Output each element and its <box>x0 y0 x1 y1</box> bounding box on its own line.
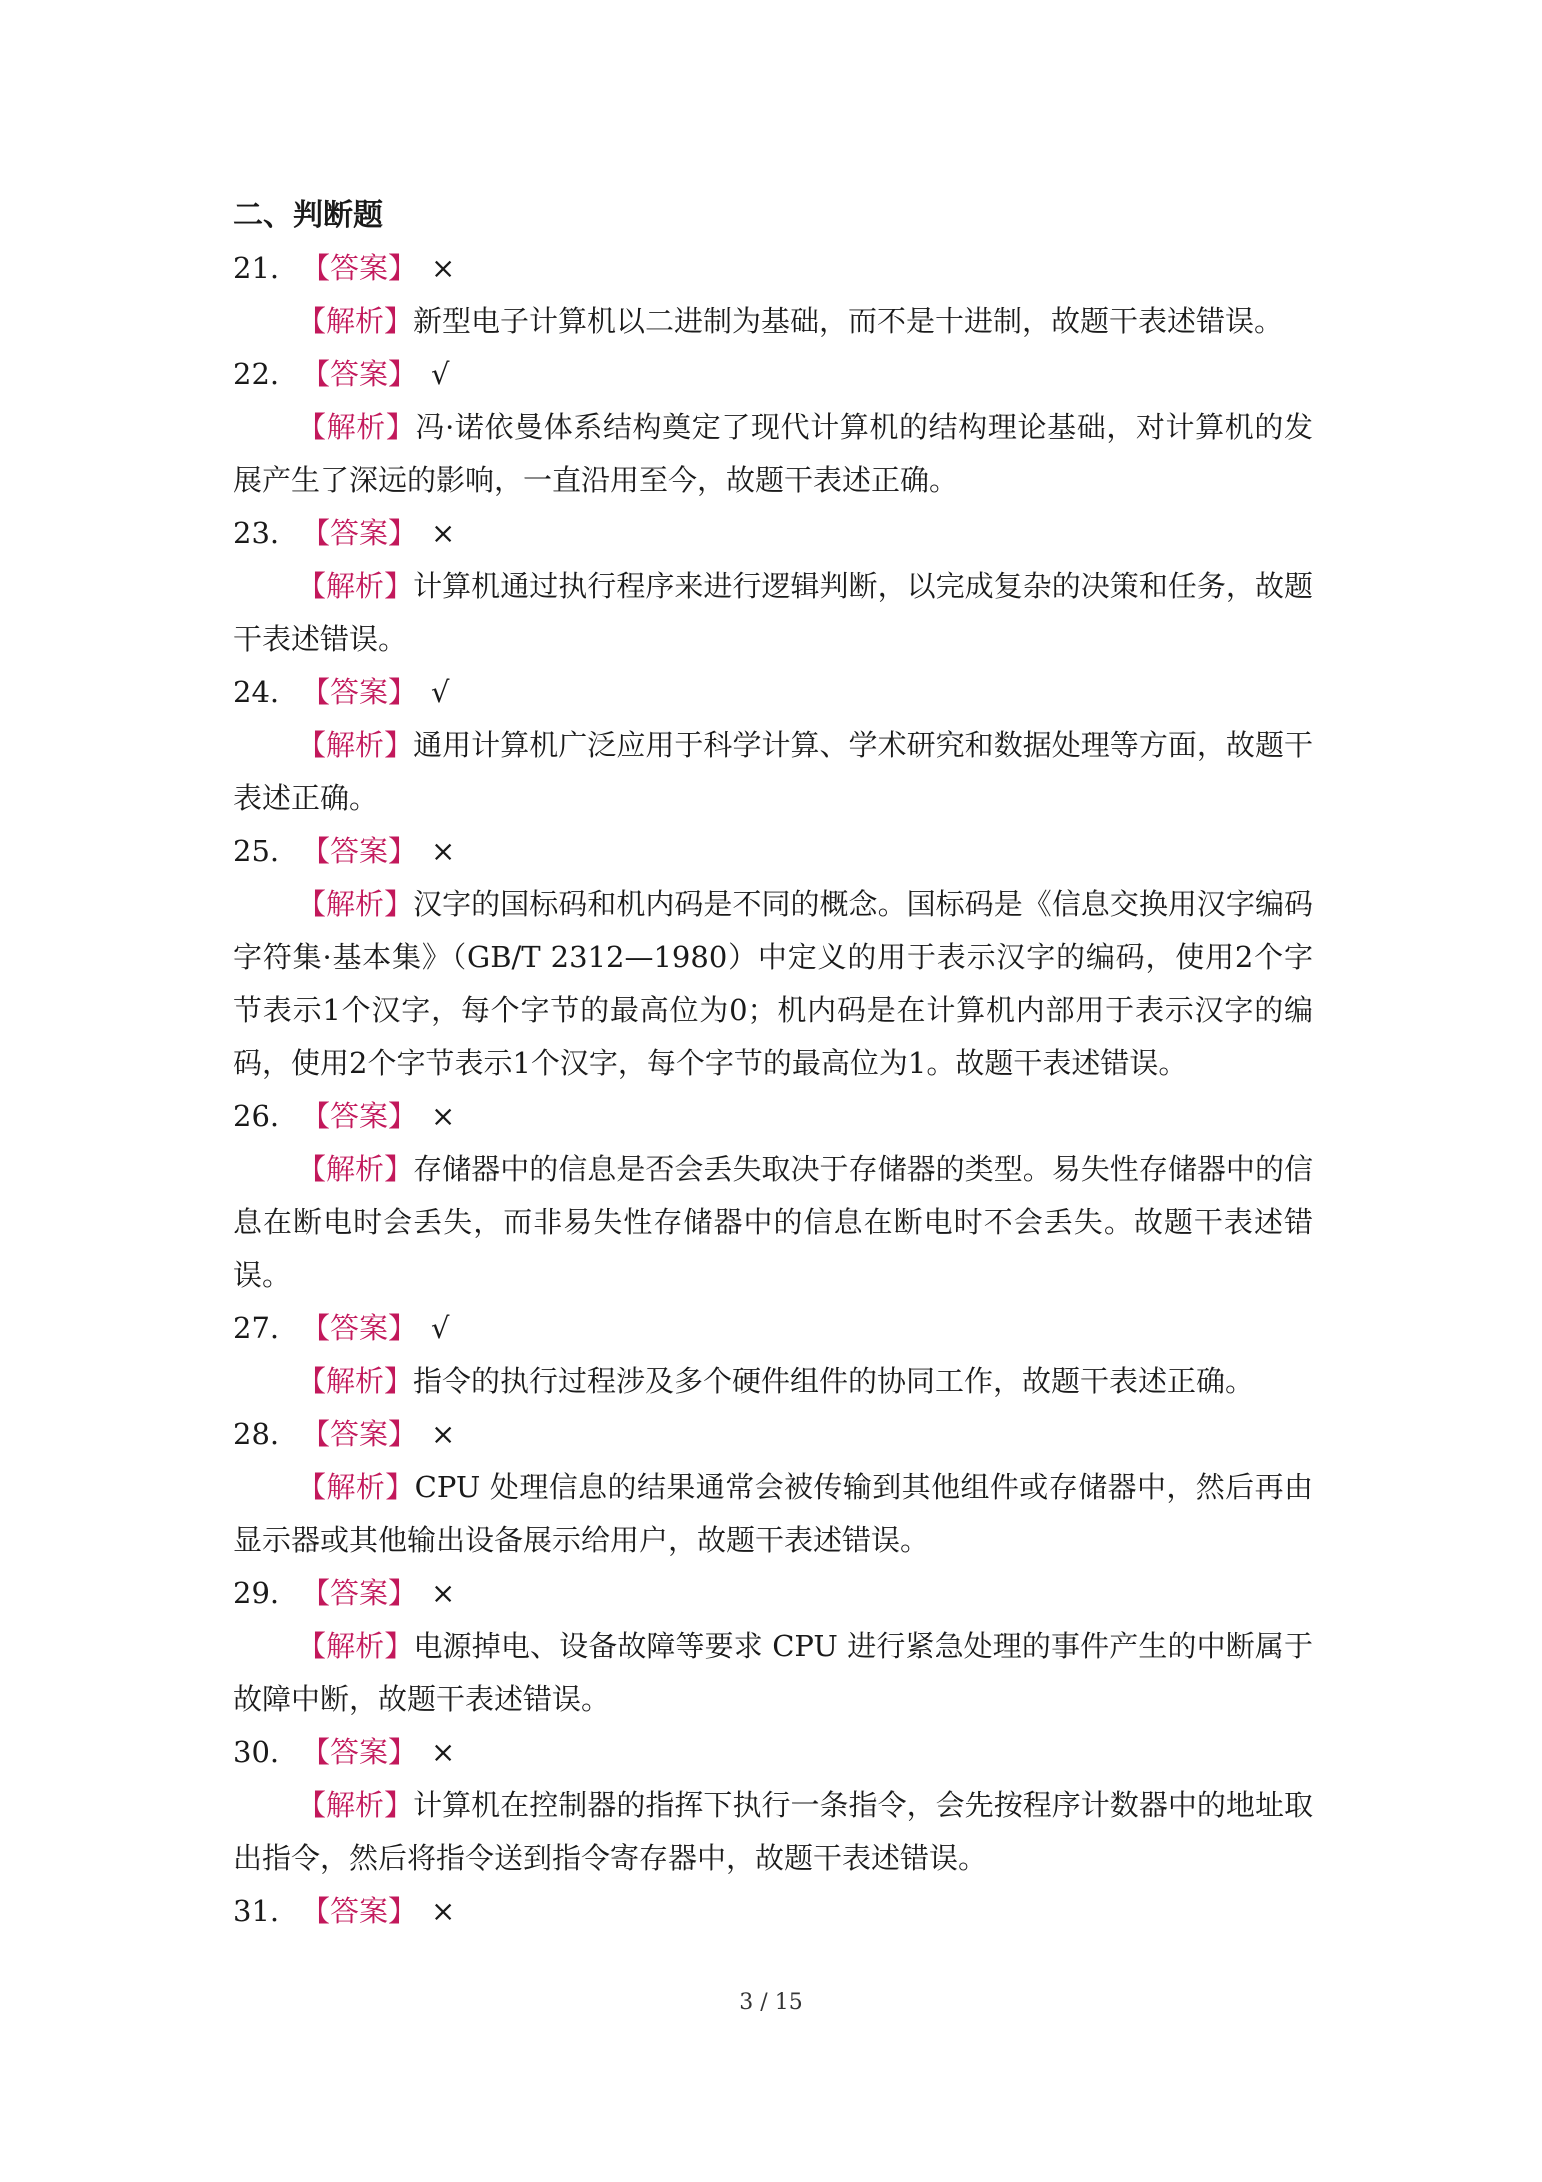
analysis-tag: 【解析】 <box>297 1364 414 1398</box>
question-number: 30. <box>233 1735 280 1769</box>
answer-tag: 【答案】 <box>301 357 418 391</box>
analysis-tag: 【解析】 <box>297 569 414 603</box>
analysis-body: 计算机通过执行程序来进行逻辑判断，以完成复杂的决策和任务，故题干表述错误。 <box>233 569 1313 656</box>
analysis-tag: 【解析】 <box>297 1152 414 1186</box>
question-number: 27. <box>233 1311 280 1345</box>
question-number: 31. <box>233 1894 280 1928</box>
answer-line <box>233 666 1313 719</box>
answer-line <box>233 1567 1313 1620</box>
answer-line <box>233 1302 1313 1355</box>
analysis-tag: 【解析】 <box>297 728 414 762</box>
answer-tag: 【答案】 <box>301 1099 418 1133</box>
answer-tag: 【答案】 <box>301 675 418 709</box>
analysis-body: 指令的执行过程涉及多个硬件组件的协同工作，故题干表述正确。 <box>413 1364 1255 1398</box>
answer-tag: 【答案】 <box>301 834 418 868</box>
question-item <box>233 1090 1313 1302</box>
answer-mark: × <box>431 1894 456 1928</box>
answer-tag: 【答案】 <box>301 1894 418 1928</box>
answer-line <box>233 825 1313 878</box>
analysis-text <box>233 1143 1313 1302</box>
question-item <box>233 242 1313 348</box>
analysis-text <box>233 560 1313 666</box>
analysis-text <box>233 1620 1313 1726</box>
question-item <box>233 1885 1313 1938</box>
analysis-body: 冯·诺依曼体系结构奠定了现代计算机的结构理论基础，对计算机的发展产生了深远的影响，一直沿用至今，故题干表述正确。 <box>233 410 1313 497</box>
question-number: 22. <box>233 357 280 391</box>
answer-mark: × <box>431 834 456 868</box>
content-area <box>233 190 1313 1938</box>
answer-mark: × <box>431 516 456 550</box>
answer-mark: √ <box>431 1311 450 1345</box>
analysis-text <box>233 719 1313 825</box>
analysis-text <box>233 1461 1313 1567</box>
answer-mark: × <box>431 1417 456 1451</box>
analysis-body: 存储器中的信息是否会丢失取决于存储器的类型。易失性存储器中的信息在断电时会丢失，而非易失性存储器中的信息在断电时不会丢失。故题干表述错误。 <box>233 1152 1313 1292</box>
question-number: 25. <box>233 834 280 868</box>
analysis-text <box>233 1779 1313 1885</box>
answer-tag: 【答案】 <box>301 1311 418 1345</box>
answer-tag: 【答案】 <box>301 516 418 550</box>
answer-mark: √ <box>431 675 450 709</box>
answer-line <box>233 242 1313 295</box>
question-item <box>233 666 1313 825</box>
analysis-text <box>233 295 1313 348</box>
answer-mark: × <box>431 251 456 285</box>
answer-line <box>233 1408 1313 1461</box>
question-item <box>233 507 1313 666</box>
answer-mark: × <box>431 1099 456 1133</box>
answer-line <box>233 348 1313 401</box>
question-number: 23. <box>233 516 280 550</box>
answer-mark: × <box>431 1735 456 1769</box>
answer-line <box>233 1726 1313 1779</box>
question-item <box>233 1408 1313 1567</box>
question-item <box>233 1302 1313 1408</box>
question-number: 28. <box>233 1417 280 1451</box>
answer-tag: 【答案】 <box>301 1417 418 1451</box>
question-item <box>233 825 1313 1090</box>
analysis-tag: 【解析】 <box>297 1788 414 1822</box>
question-number: 24. <box>233 675 280 709</box>
answer-line <box>233 1885 1313 1938</box>
question-number: 21. <box>233 251 280 285</box>
question-item <box>233 1567 1313 1726</box>
analysis-tag: 【解析】 <box>297 304 414 338</box>
answer-tag: 【答案】 <box>301 1735 418 1769</box>
answer-mark: × <box>431 1576 456 1610</box>
analysis-text <box>233 1355 1313 1408</box>
analysis-tag: 【解析】 <box>297 887 414 921</box>
analysis-body: 电源掉电、设备故障等要求 CPU 进行紧急处理的事件产生的中断属于故障中断，故题干表述错误。 <box>233 1629 1313 1716</box>
analysis-body: CPU 处理信息的结果通常会被传输到其他组件或存储器中，然后再由显示器或其他输出设备展示给用户，故题干表述错误。 <box>233 1470 1313 1557</box>
analysis-tag: 【解析】 <box>297 410 416 444</box>
section-title: 二、判断题 <box>233 198 383 233</box>
question-number: 26. <box>233 1099 280 1133</box>
answer-tag: 【答案】 <box>301 1576 418 1610</box>
question-item <box>233 348 1313 507</box>
analysis-body: 计算机在控制器的指挥下执行一条指令，会先按程序计数器中的地址取出指令，然后将指令送到指令寄存器中，故题干表述错误。 <box>233 1788 1313 1875</box>
answer-mark: √ <box>431 357 450 391</box>
answer-line <box>233 1090 1313 1143</box>
analysis-body: 新型电子计算机以二进制为基础，而不是十进制，故题干表述错误。 <box>413 304 1284 338</box>
page-number: 3 / 15 <box>739 1990 803 2015</box>
answer-line <box>233 507 1313 560</box>
analysis-body: 通用计算机广泛应用于科学计算、学术研究和数据处理等方面，故题干表述正确。 <box>233 728 1313 815</box>
analysis-tag: 【解析】 <box>297 1470 415 1504</box>
answer-tag: 【答案】 <box>301 251 418 285</box>
analysis-text <box>233 401 1313 507</box>
analysis-body: 汉字的国标码和机内码是不同的概念。国标码是《信息交换用汉字编码字符集·基本集》（GB/T 2312—1980）中定义的用于表示汉字的编码，使用2个字节表示1个汉字，每个字节的最高位为0；机内码是在计算机内部用于表示汉字的编码，使用2个字节表示1个汉字，每个字节的最高位为1。故题干表述错误。 <box>233 887 1313 1080</box>
question-number: 29. <box>233 1576 280 1610</box>
analysis-tag: 【解析】 <box>297 1629 414 1663</box>
question-item <box>233 1726 1313 1885</box>
analysis-text <box>233 878 1313 1090</box>
